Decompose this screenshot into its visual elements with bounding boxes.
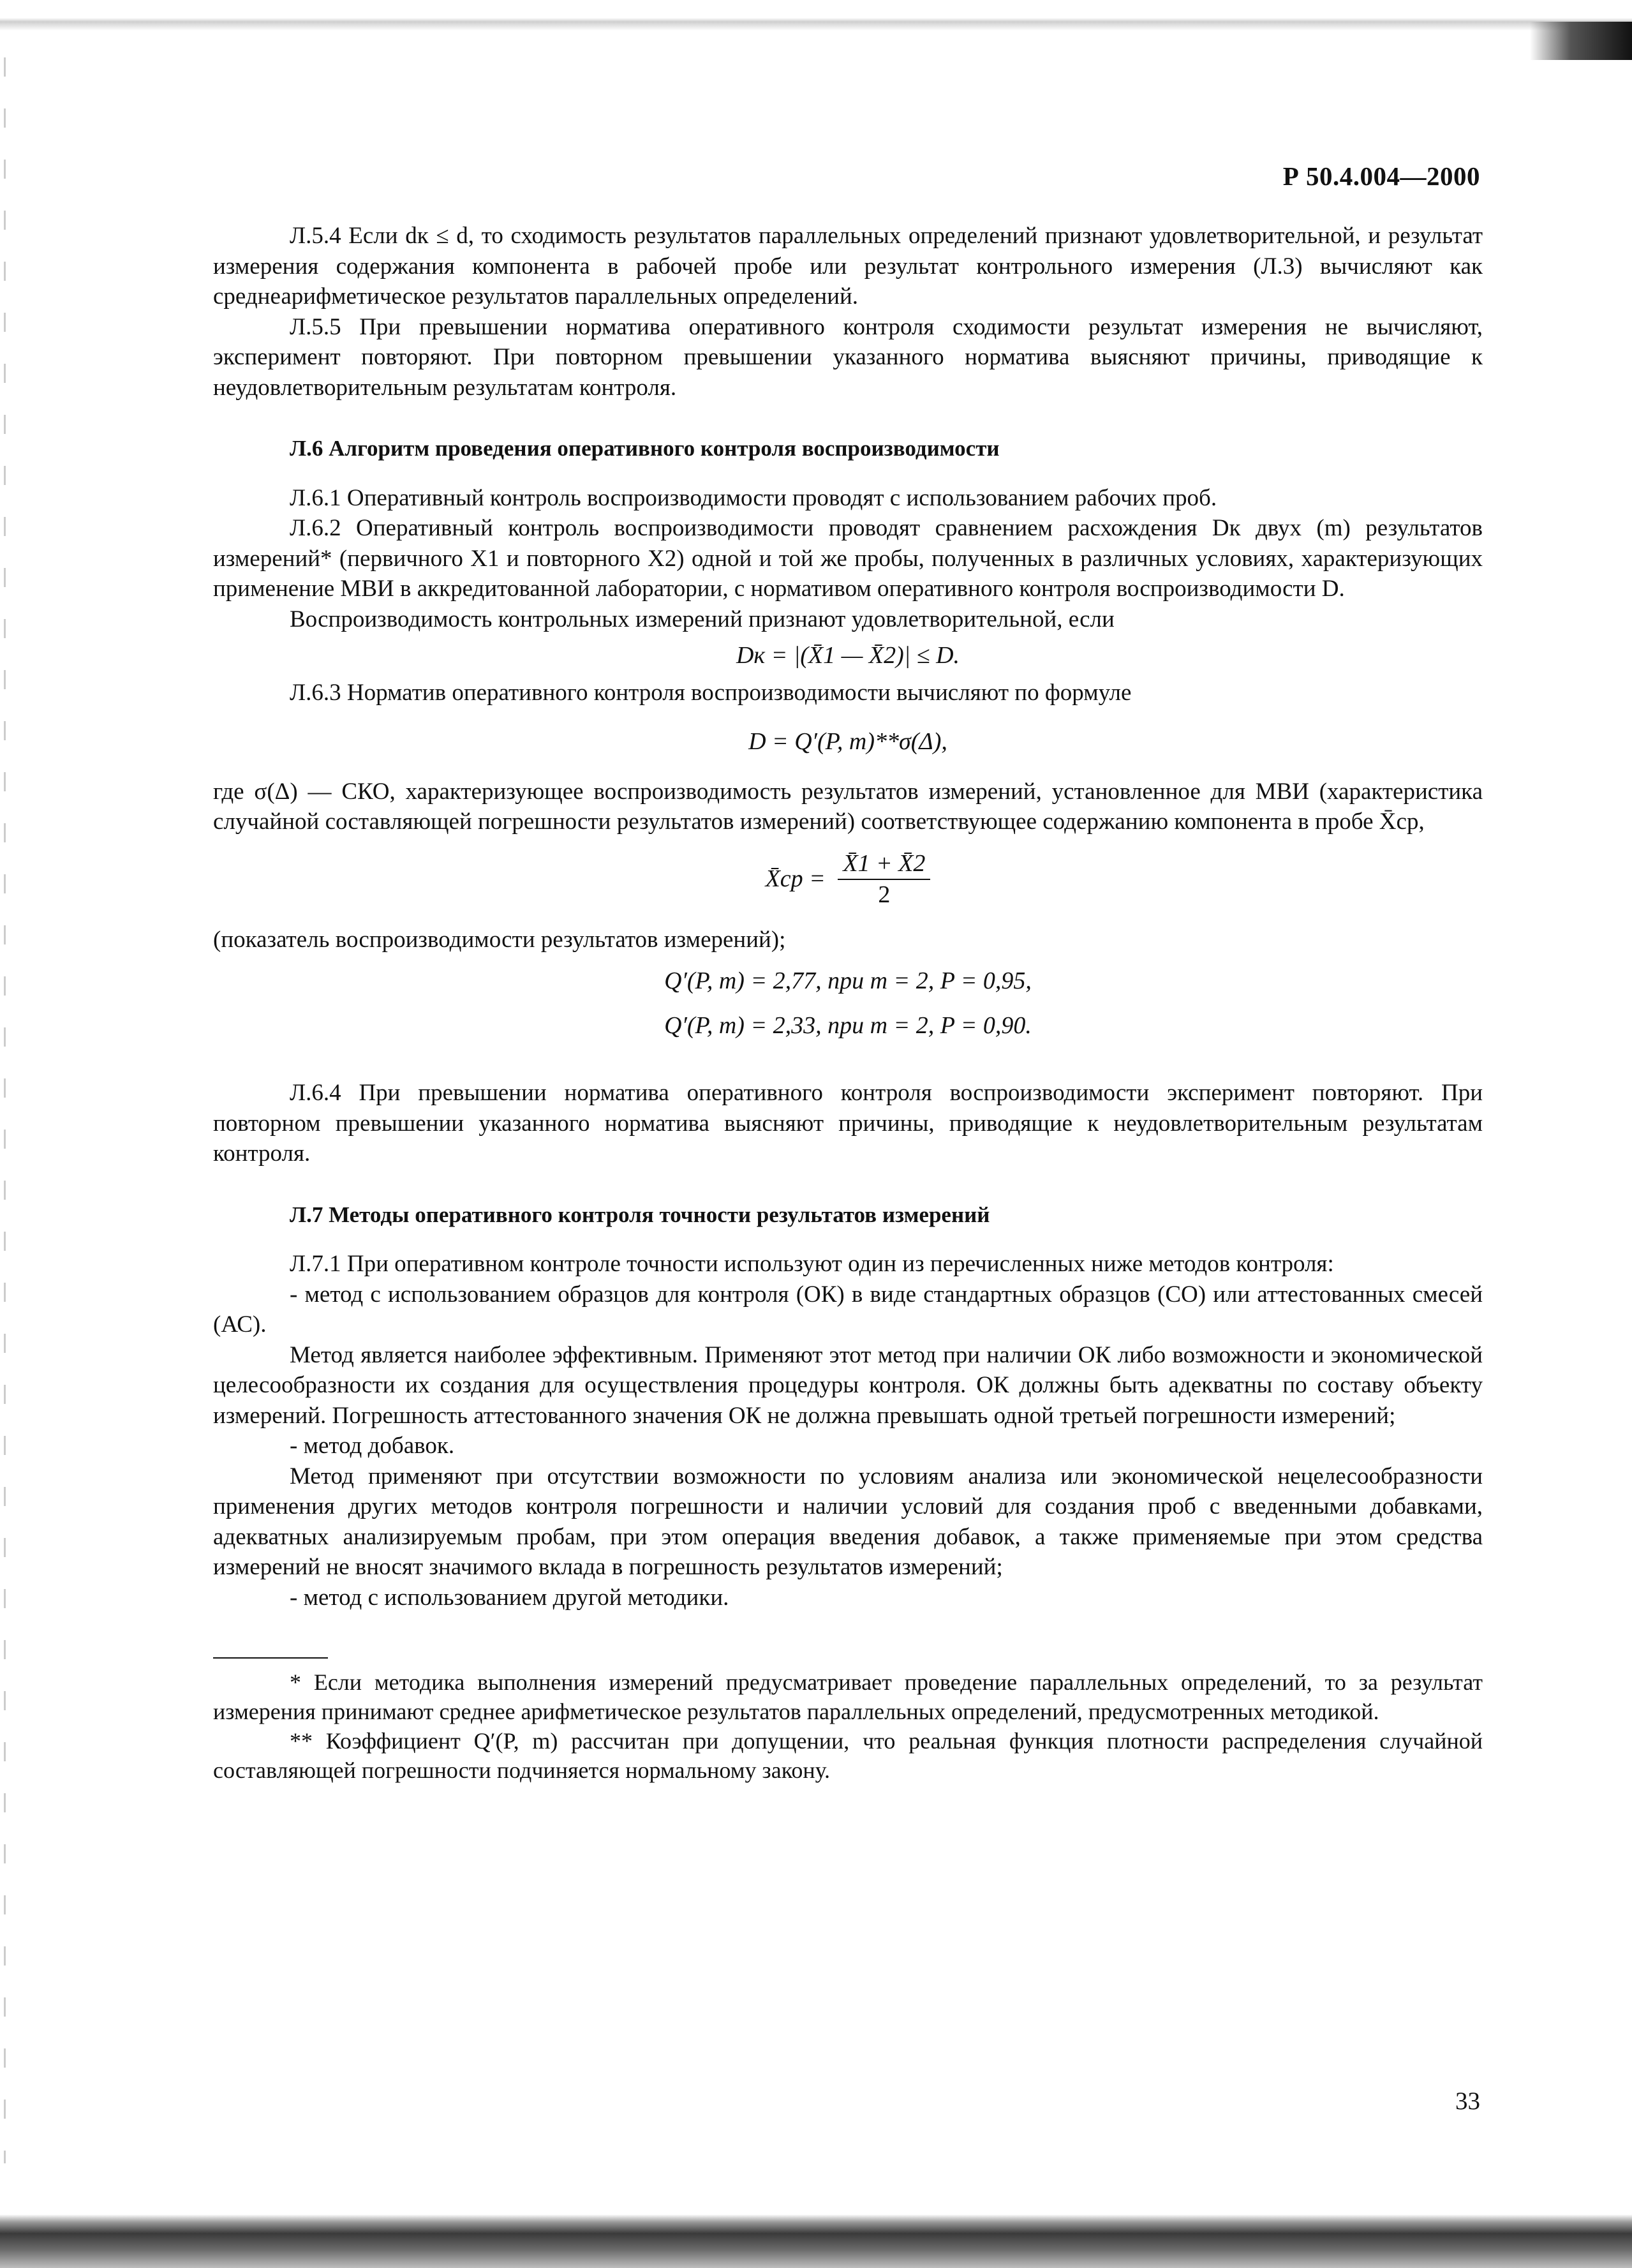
- list-item-method-other: - метод с использованием другой методики.: [290, 1584, 729, 1611]
- scan-bottom-edge: [0, 2189, 1632, 2268]
- section-heading-l7: Л.7 Методы оперативного контроля точности результатов измерений: [290, 1202, 990, 1227]
- formula-xcp-lhs: X̄ср =: [765, 865, 826, 893]
- formula-xcp-fraction: [838, 849, 930, 911]
- paragraph-l55: Л.5.5 При превышении норматива оперативного контроля сходимости результат измерения не вычисляют, эксперимент повторяют. При повторном превышении указанного норматива выясняют причины, приводящие к неудовлетворительным результатам контроля.: [213, 313, 1483, 401]
- paragraph-l54: Л.5.4 Если dк ≤ d, то сходимость результатов параллельных определений признают удовлетворительной, и результат измерения содержания компонента в рабочей пробе или результат контрольного измерения (Л.3) вычисляют как среднеарифметическое результатов параллельных определений.: [213, 223, 1483, 310]
- paragraph-method-ok-desc: Метод является наиболее эффективным. Применяют этот метод при наличии ОК либо возможности и экономической целесообразности их создания для осуществления процедуры контроля. ОК должны быть адекватны по составу объекту измерений. Погрешность аттестованного значения ОК не должна превышать одной третьей погрешности измерений;: [213, 1341, 1483, 1429]
- paragraph-where: где σ(Δ) — СКО, характеризующее воспроизводимость результатов измерений, установленное для МВИ (характеристика случайной составляющей погрешности результатов измерений) соответствующее содержанию компонента в пробе X̄ср,: [213, 778, 1483, 835]
- paragraph-reproducibility: Воспроизводимость контрольных измерений признают удовлетворительной, если: [290, 606, 1115, 632]
- page-number: 33: [1455, 2087, 1480, 2115]
- scan-top-right-shadow: [1530, 22, 1632, 60]
- paragraph-l61: Л.6.1 Оперативный контроль воспроизводимости проводят с использованием рабочих проб.: [290, 484, 1217, 511]
- paragraph-l63: Л.6.3 Норматив оперативного контроля воспроизводимости вычисляют по формуле: [290, 679, 1132, 706]
- list-item-method-additions: - метод добавок.: [290, 1433, 455, 1459]
- paragraph-indicator: (показатель воспроизводимости результатов измерений);: [213, 926, 786, 953]
- formula-dk: Dк = |(X̄1 — X̄2)| ≤ D.: [736, 642, 960, 669]
- page-body: [213, 221, 1483, 1785]
- footnote-2: ** Коэффициент Q′(P, m) рассчитан при допущении, что реальная функция плотности распределения случайной составляющей погрешности подчиняется нормальному закону.: [213, 1728, 1483, 1783]
- scan-top-edge: [0, 0, 1632, 45]
- paragraph-l71: Л.7.1 При оперативном контроле точности используют один из перечисленных ниже методов контроля:: [290, 1251, 1334, 1277]
- footnote-divider: [213, 1657, 328, 1659]
- section-heading-l6: Л.6 Алгоритм проведения оперативного контроля воспроизводимости: [290, 436, 1000, 461]
- paragraph-method-additions-desc: Метод применяют при отсутствии возможности по условиям анализа или экономической нецелесообразности применения других методов контроля погрешности и наличии условий для создания проб с введенными добавками, адекватных анализируемым пробам, при этом операция введения добавок, а также применяемые при этом средства измерений не вносят значимого вклада в погрешность результатов измерений;: [213, 1463, 1483, 1580]
- formula-xcp-numerator: X̄1 + X̄2: [838, 849, 930, 881]
- formula-xcp-denominator: 2: [878, 881, 891, 908]
- paragraph-l64: Л.6.4 При превышении норматива оперативного контроля воспроизводимости эксперимент повторяют. При повторном превышении указанного норматива выясняют причины, приводящие к неудовлетворительным результатам контроля.: [213, 1080, 1483, 1167]
- paragraph-l62: Л.6.2 Оперативный контроль воспроизводимости проводят сравнением расхождения Dк двух (m) результатов измерений* (первичного X1 и повторного X2) одной и той же пробы, полученных в различных условиях, характеризующих применение МВИ в аккредитованной лаборатории, с нормативом оперативного контроля воспроизводимости D.: [213, 515, 1483, 602]
- formula-q2: Q′(P, m) = 2,33, при m = 2, P = 0,90.: [664, 1011, 1032, 1039]
- formula-d: D = Q′(P, m)**σ(Δ),: [748, 728, 947, 755]
- formula-xcp: [213, 849, 1483, 911]
- footnote-1: * Если методика выполнения измерений предусматривает проведение параллельных определений, то за результат измерения принимают среднее арифметическое результатов параллельных определений, предусмотренных методикой.: [213, 1669, 1483, 1724]
- scan-left-edge: [4, 57, 6, 2163]
- list-item-method-ok: - метод с использованием образцов для контроля (ОК) в виде стандартных образцов (СО) или аттестованных смесей (АС).: [213, 1281, 1483, 1338]
- document-code: Р 50.4.004—2000: [1282, 161, 1480, 191]
- formula-q1: Q′(P, m) = 2,77, при m = 2, P = 0,95,: [664, 967, 1032, 994]
